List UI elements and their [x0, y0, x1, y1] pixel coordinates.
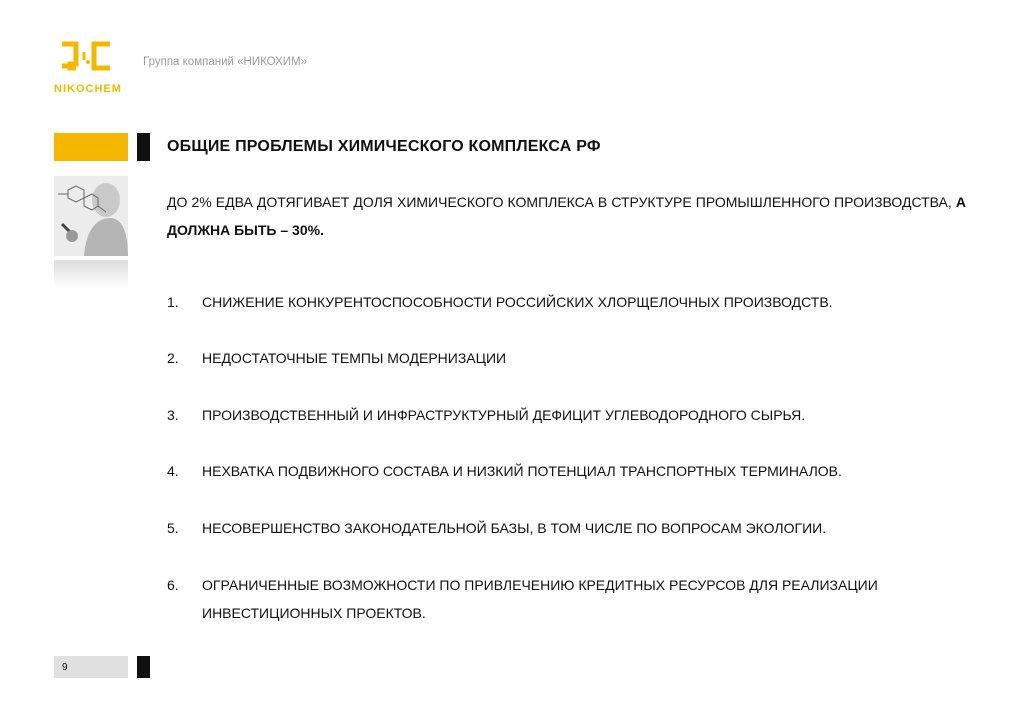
item-number: 1. — [167, 294, 179, 310]
photo-reflection — [54, 260, 128, 288]
item-number: 2. — [167, 350, 179, 366]
slide-title: ОБЩИЕ ПРОБЛЕМЫ ХИМИЧЕСКОГО КОМПЛЕКСА РФ — [167, 138, 601, 155]
item-text: НЕДОСТАТОЧНЫЕ ТЕМПЫ МОДЕРНИЗАЦИИ — [202, 350, 507, 366]
item-number: 5. — [167, 520, 179, 536]
item-text: ОГРАНИЧЕННЫЕ ВОЗМОЖНОСТИ ПО ПРИВЛЕЧЕНИЮ КРЕДИТНЫХ РЕСУРСОВ ДЛЯ РЕАЛИЗАЦИИ ИНВЕСТИЦИОННЫХ ПРОЕКТОВ. — [202, 577, 878, 621]
intro-text: ДО 2% ЕДВА ДОТЯГИВАЕТ ДОЛЯ ХИМИЧЕСКОГО КОМПЛЕКСА В СТРУКТУРЕ ПРОМЫШЛЕННОГО ПРОИЗВОДСТВА, — [167, 194, 952, 210]
company-name: Группа компаний «НИКОХИМ» — [143, 56, 307, 68]
intro-emphasis: А ДОЛЖНА БЫТЬ – 30%. — [167, 194, 966, 238]
intro-paragraph — [167, 188, 966, 244]
item-text: НЕХВАТКА ПОДВИЖНОГО СОСТАВА И НИЗКИЙ ПОТЕНЦИАЛ ТРАНСПОРТНЫХ ТЕРМИНАЛОВ. — [202, 463, 842, 479]
scientist-photo — [54, 176, 128, 256]
item-text: СНИЖЕНИЕ КОНКУРЕНТОСПОСОБНОСТИ РОССИЙСКИХ ХЛОРЩЕЛОЧНЫХ ПРОИЗВОДСТВ. — [202, 294, 833, 310]
item-number: 3. — [167, 407, 179, 423]
title-marker — [137, 133, 150, 161]
page-number: 9 — [62, 662, 68, 673]
item-text: ПРОИЗВОДСТВЕННЫЙ И ИНФРАСТРУКТУРНЫЙ ДЕФИЦИТ УГЛЕВОДОРОДНОГО СЫРЬЯ. — [202, 407, 806, 423]
item-number: 6. — [167, 577, 179, 593]
item-number: 4. — [167, 463, 179, 479]
item-text: НЕСОВЕРШЕНСТВО ЗАКОНОДАТЕЛЬНОЙ БАЗЫ, В ТОМ ЧИСЛЕ ПО ВОПРОСАМ ЭКОЛОГИИ. — [202, 520, 827, 536]
accent-bar — [54, 133, 128, 161]
footer-marker — [137, 656, 150, 678]
logo-wordmark: NIKOCHEM — [54, 83, 122, 95]
